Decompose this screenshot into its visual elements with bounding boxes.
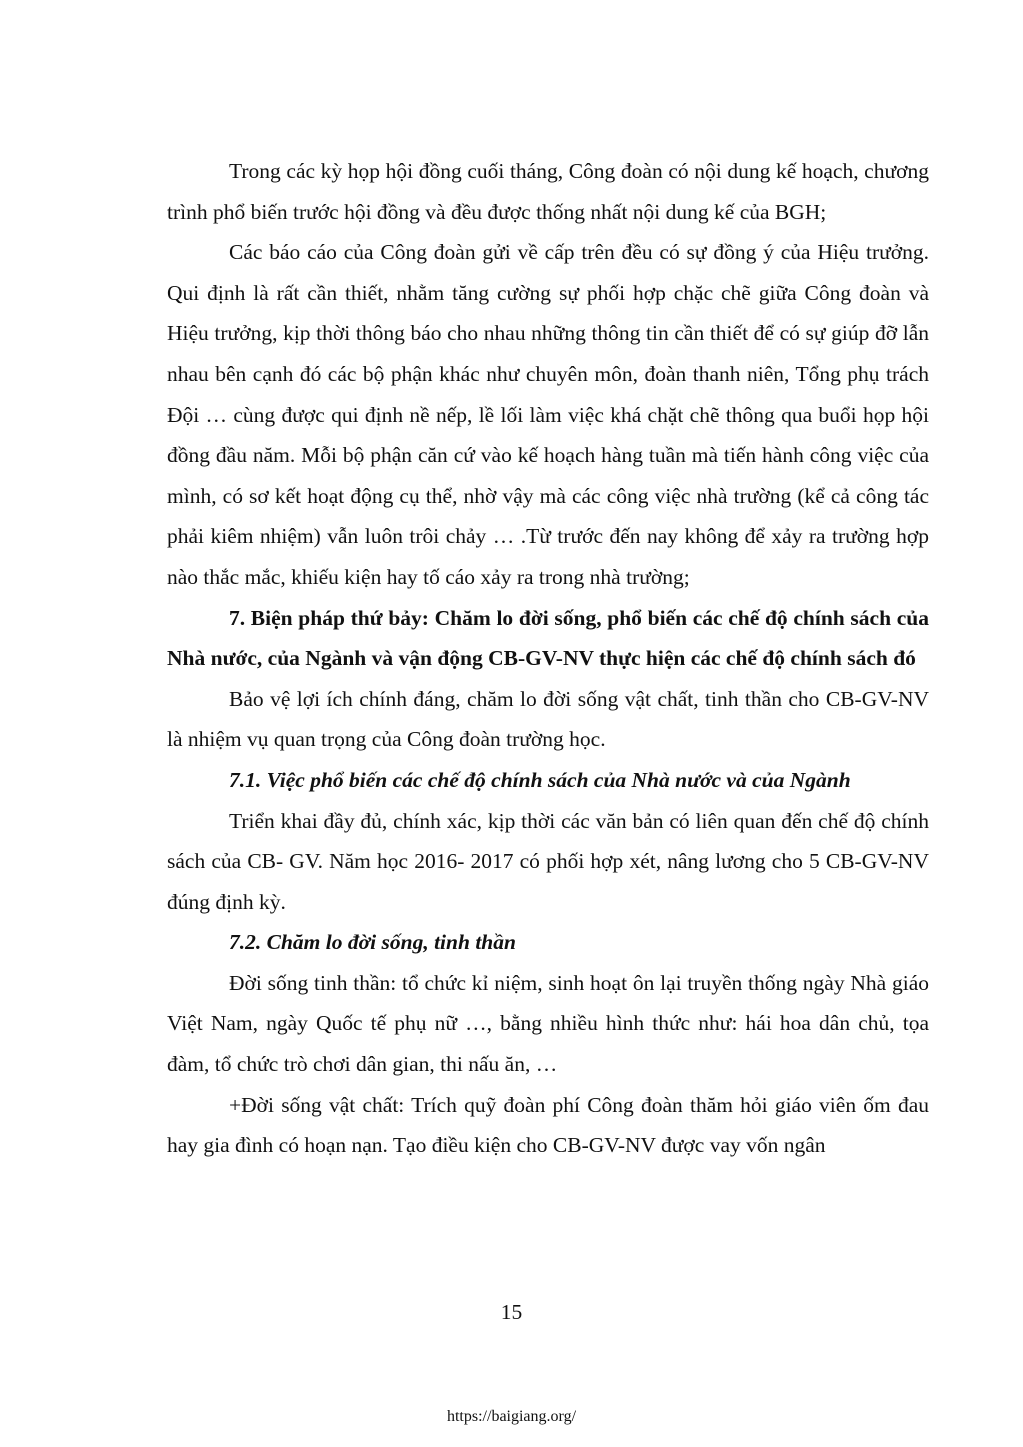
paragraph-spiritual-life: Đời sống tinh thần: tổ chức kỉ niệm, sinh hoạt ôn lại truyền thống ngày Nhà giáo Việt Nam, ngày Quốc tế phụ nữ …, bằng nhiều hình thức như: hái hoa dân chủ, tọa đàm, tổ chức trò chơi dân gian, thi nấu ăn, … [167,970,929,1077]
paragraph-union-reports: Các báo cáo của Công đoàn gửi về cấp trên đều có sự đồng ý của Hiệu trưởng. Qui định là rất cần thiết, nhằm tăng cường sự phối hợp chặc chẽ giữa Công đoàn và Hiệu trưởng, kịp thời thông báo cho nhau những thông tin cần thiết để có sự giúp đỡ lẫn nhau bên cạnh đó các bộ phận khác như chuyên môn, đoàn thanh niên, Tổng phụ trách Đội … cùng được qui định nề nếp, lề lối làm việc khá chặt chẽ thông qua buổi họp hội đồng đầu năm. Mỗi bộ phận căn cứ vào kế hoạch hàng tuần mà tiến hành công việc của mình, có sơ kết hoạt động cụ thể, nhờ vậy mà các công việc nhà trường (kể cả công tác phải kiêm nhiệm) vẫn luôn trôi chảy … .Từ trước đến nay không để xảy ra trường hợp nào thắc mắc, khiếu kiện hay tố cáo xảy ra trong nhà trường; [167,240,929,589]
paragraph-policy-implementation: Triển khai đầy đủ, chính xác, kịp thời các văn bản có liên quan đến chế độ chính sách của CB- GV. Năm học 2016- 2017 có phối hợp xét, nâng lương cho 5 CB-GV-NV đúng định kỳ. [167,808,929,914]
paragraph-protect-interests: Bảo vệ lợi ích chính đáng, chăm lo đời sống vật chất, tinh thần cho CB-GV-NV là nhiệm vụ quan trọng của Công đoàn trường học. [167,686,929,752]
paragraph-meeting-plan: Trong các kỳ họp hội đồng cuối tháng, Công đoàn có nội dung kế hoạch, chương trình phổ biến trước hội đồng và đều được thống nhất nội dung kế của BGH; [167,159,929,224]
document-body [167,151,929,1166]
section-heading-measure-7: 7. Biện pháp thứ bảy: Chăm lo đời sống, phổ biến các chế độ chính sách của Nhà nước, của Ngành và vận động CB-GV-NV thực hiện các chế độ chính sách đó [167,605,929,671]
footer-link[interactable]: https://baigiang.org/ [446,1408,577,1425]
page-number: 15 [500,1300,523,1324]
subheading-7-1: 7.1. Việc phổ biến các chế độ chính sách của Nhà nước và của Ngành [229,767,851,792]
subheading-7-2: 7.2. Chăm lo đời sống, tinh thần [229,930,516,955]
paragraph-material-life: +Đời sống vật chất: Trích quỹ đoàn phí Công đoàn thăm hỏi giáo viên ốm đau hay gia đình có hoạn nạn. Tạo điều kiện cho CB-GV-NV được vay vốn ngân [167,1092,929,1158]
